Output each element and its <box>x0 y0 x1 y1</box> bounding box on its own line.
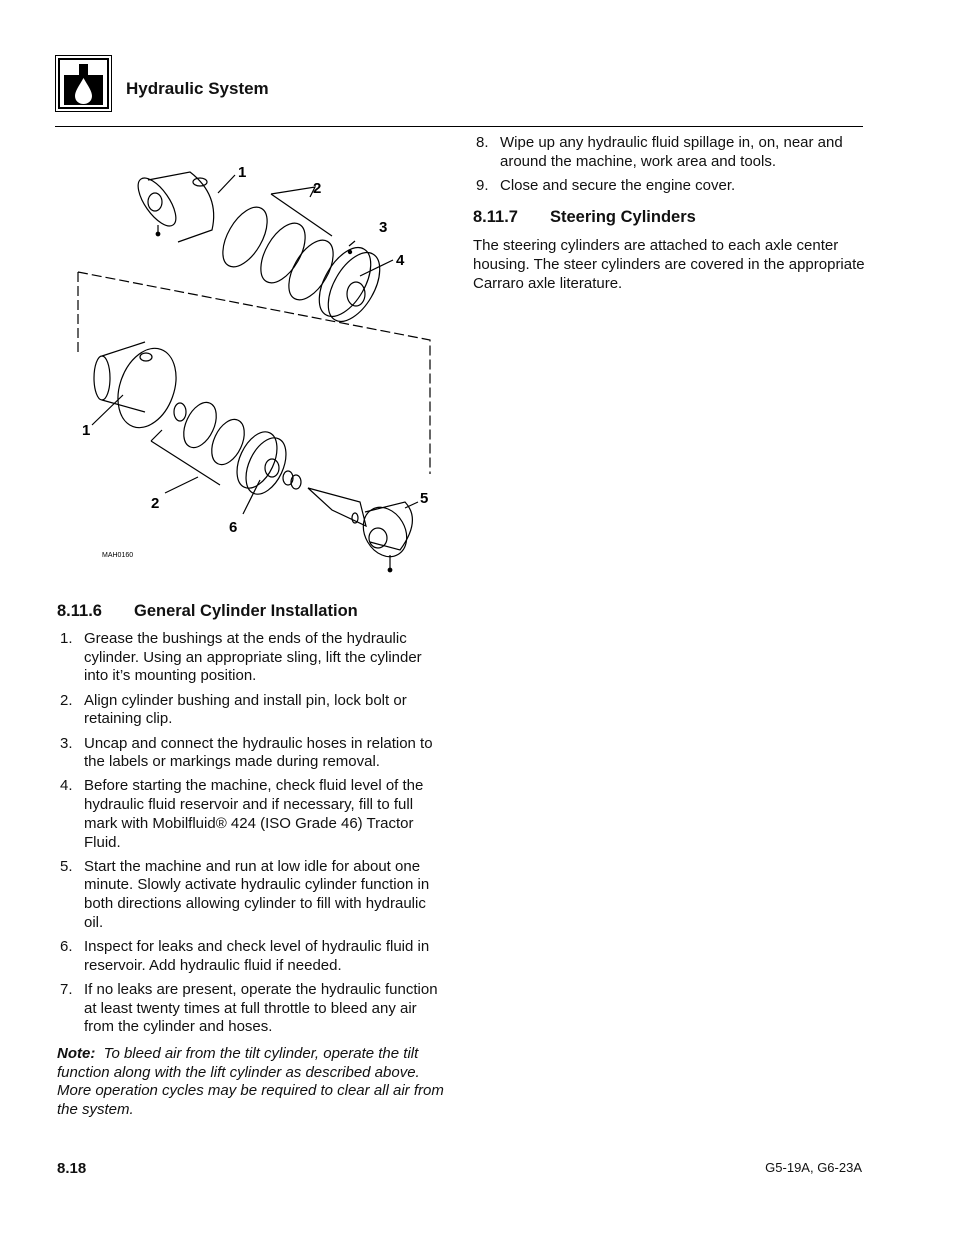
note-block <box>57 1045 447 1120</box>
callout-label: 3 <box>379 219 388 236</box>
step-number: 3. <box>60 734 73 752</box>
section-heading <box>473 208 865 227</box>
step-text: Before starting the machine, check fluid level of the hydraulic fluid reservoir and if necessary, fill to full mark with Mobilfluid® 424 (ISO Grade 46) Tractor Fluid. <box>84 777 424 851</box>
list-item <box>57 938 447 975</box>
note-label: Note: <box>57 1045 96 1063</box>
cylinder-exploded-diagram <box>60 150 460 580</box>
list-item <box>57 858 447 933</box>
step-text: Uncap and connect the hydraulic hoses in relation to the labels or markings made during removal. <box>84 734 433 771</box>
step-number: 4. <box>60 777 73 795</box>
section-general-cylinder-installation <box>57 602 447 1120</box>
step-number: 5. <box>60 857 73 875</box>
step-number: 1. <box>60 630 73 647</box>
step-text: Grease the bushings at the ends of the hydraulic cylinder. Using an appropriate sling, lift the cylinder into it’s mounting position. <box>84 630 422 685</box>
list-item <box>473 134 865 171</box>
step-number: 6. <box>60 938 73 956</box>
step-number: 7. <box>60 980 73 998</box>
model-numbers: G5-19A, G6-23A <box>765 1160 862 1175</box>
step-text: Inspect for leaks and check level of hydraulic fluid in reservoir. Add hydraulic fluid if needed. <box>84 938 430 974</box>
callout-label: 1 <box>82 422 91 439</box>
section-heading <box>57 602 447 621</box>
page-header-title: Hydraulic System <box>126 79 269 98</box>
step-number: 2. <box>60 691 73 709</box>
section-number: 8.11.7 <box>473 207 518 226</box>
installation-steps-list <box>57 630 447 1037</box>
list-item <box>57 630 447 686</box>
callout-label: 2 <box>151 495 160 512</box>
callout-label: 6 <box>229 519 238 536</box>
list-item <box>57 692 447 729</box>
callout-label: 2 <box>313 180 322 197</box>
section-body: The steering cylinders are attached to each axle center housing. The steer cylinders are covered in the appropriate Carraro axle literature. <box>473 236 865 292</box>
list-item <box>57 981 447 1037</box>
section-title: General Cylinder Installation <box>134 602 358 620</box>
step-number: 9. <box>476 176 489 194</box>
step-text: Wipe up any hydraulic fluid spillage in, on, near and around the machine, work area and tools. <box>500 134 843 170</box>
right-column <box>473 134 865 293</box>
callout-label: 4 <box>396 252 405 269</box>
list-item <box>473 177 865 196</box>
list-item <box>57 777 447 852</box>
list-item <box>57 735 447 772</box>
hydraulic-drop-icon <box>55 55 112 112</box>
step-text: Align cylinder bushing and install pin, lock bolt or retaining clip. <box>84 691 407 728</box>
page-number: 8.18 <box>57 1160 87 1177</box>
callout-label: 5 <box>420 490 429 507</box>
section-title: Steering Cylinders <box>550 207 696 226</box>
step-text: Close and secure the engine cover. <box>500 176 736 194</box>
step-number: 8. <box>476 134 489 151</box>
note-text: To bleed air from the tilt cylinder, operate the tilt function along with the lift cylinder as described above. More operation cycles may be required to clear all air from the system. <box>57 1045 444 1119</box>
step-text: If no leaks are present, operate the hydraulic function at least twenty times at full throttle to bleed any air from the cylinder and hoses. <box>84 980 438 1036</box>
header-divider <box>55 126 863 127</box>
section-number: 8.11.6 <box>57 602 102 620</box>
figure-code: MAH0160 <box>102 552 134 559</box>
continued-steps-list <box>473 134 865 196</box>
step-text: Start the machine and run at low idle for about one minute. Slowly activate hydraulic cylinder function in both directions allowing cylinder to fill with hydraulic oil. <box>84 857 430 931</box>
callout-label: 1 <box>238 164 247 181</box>
